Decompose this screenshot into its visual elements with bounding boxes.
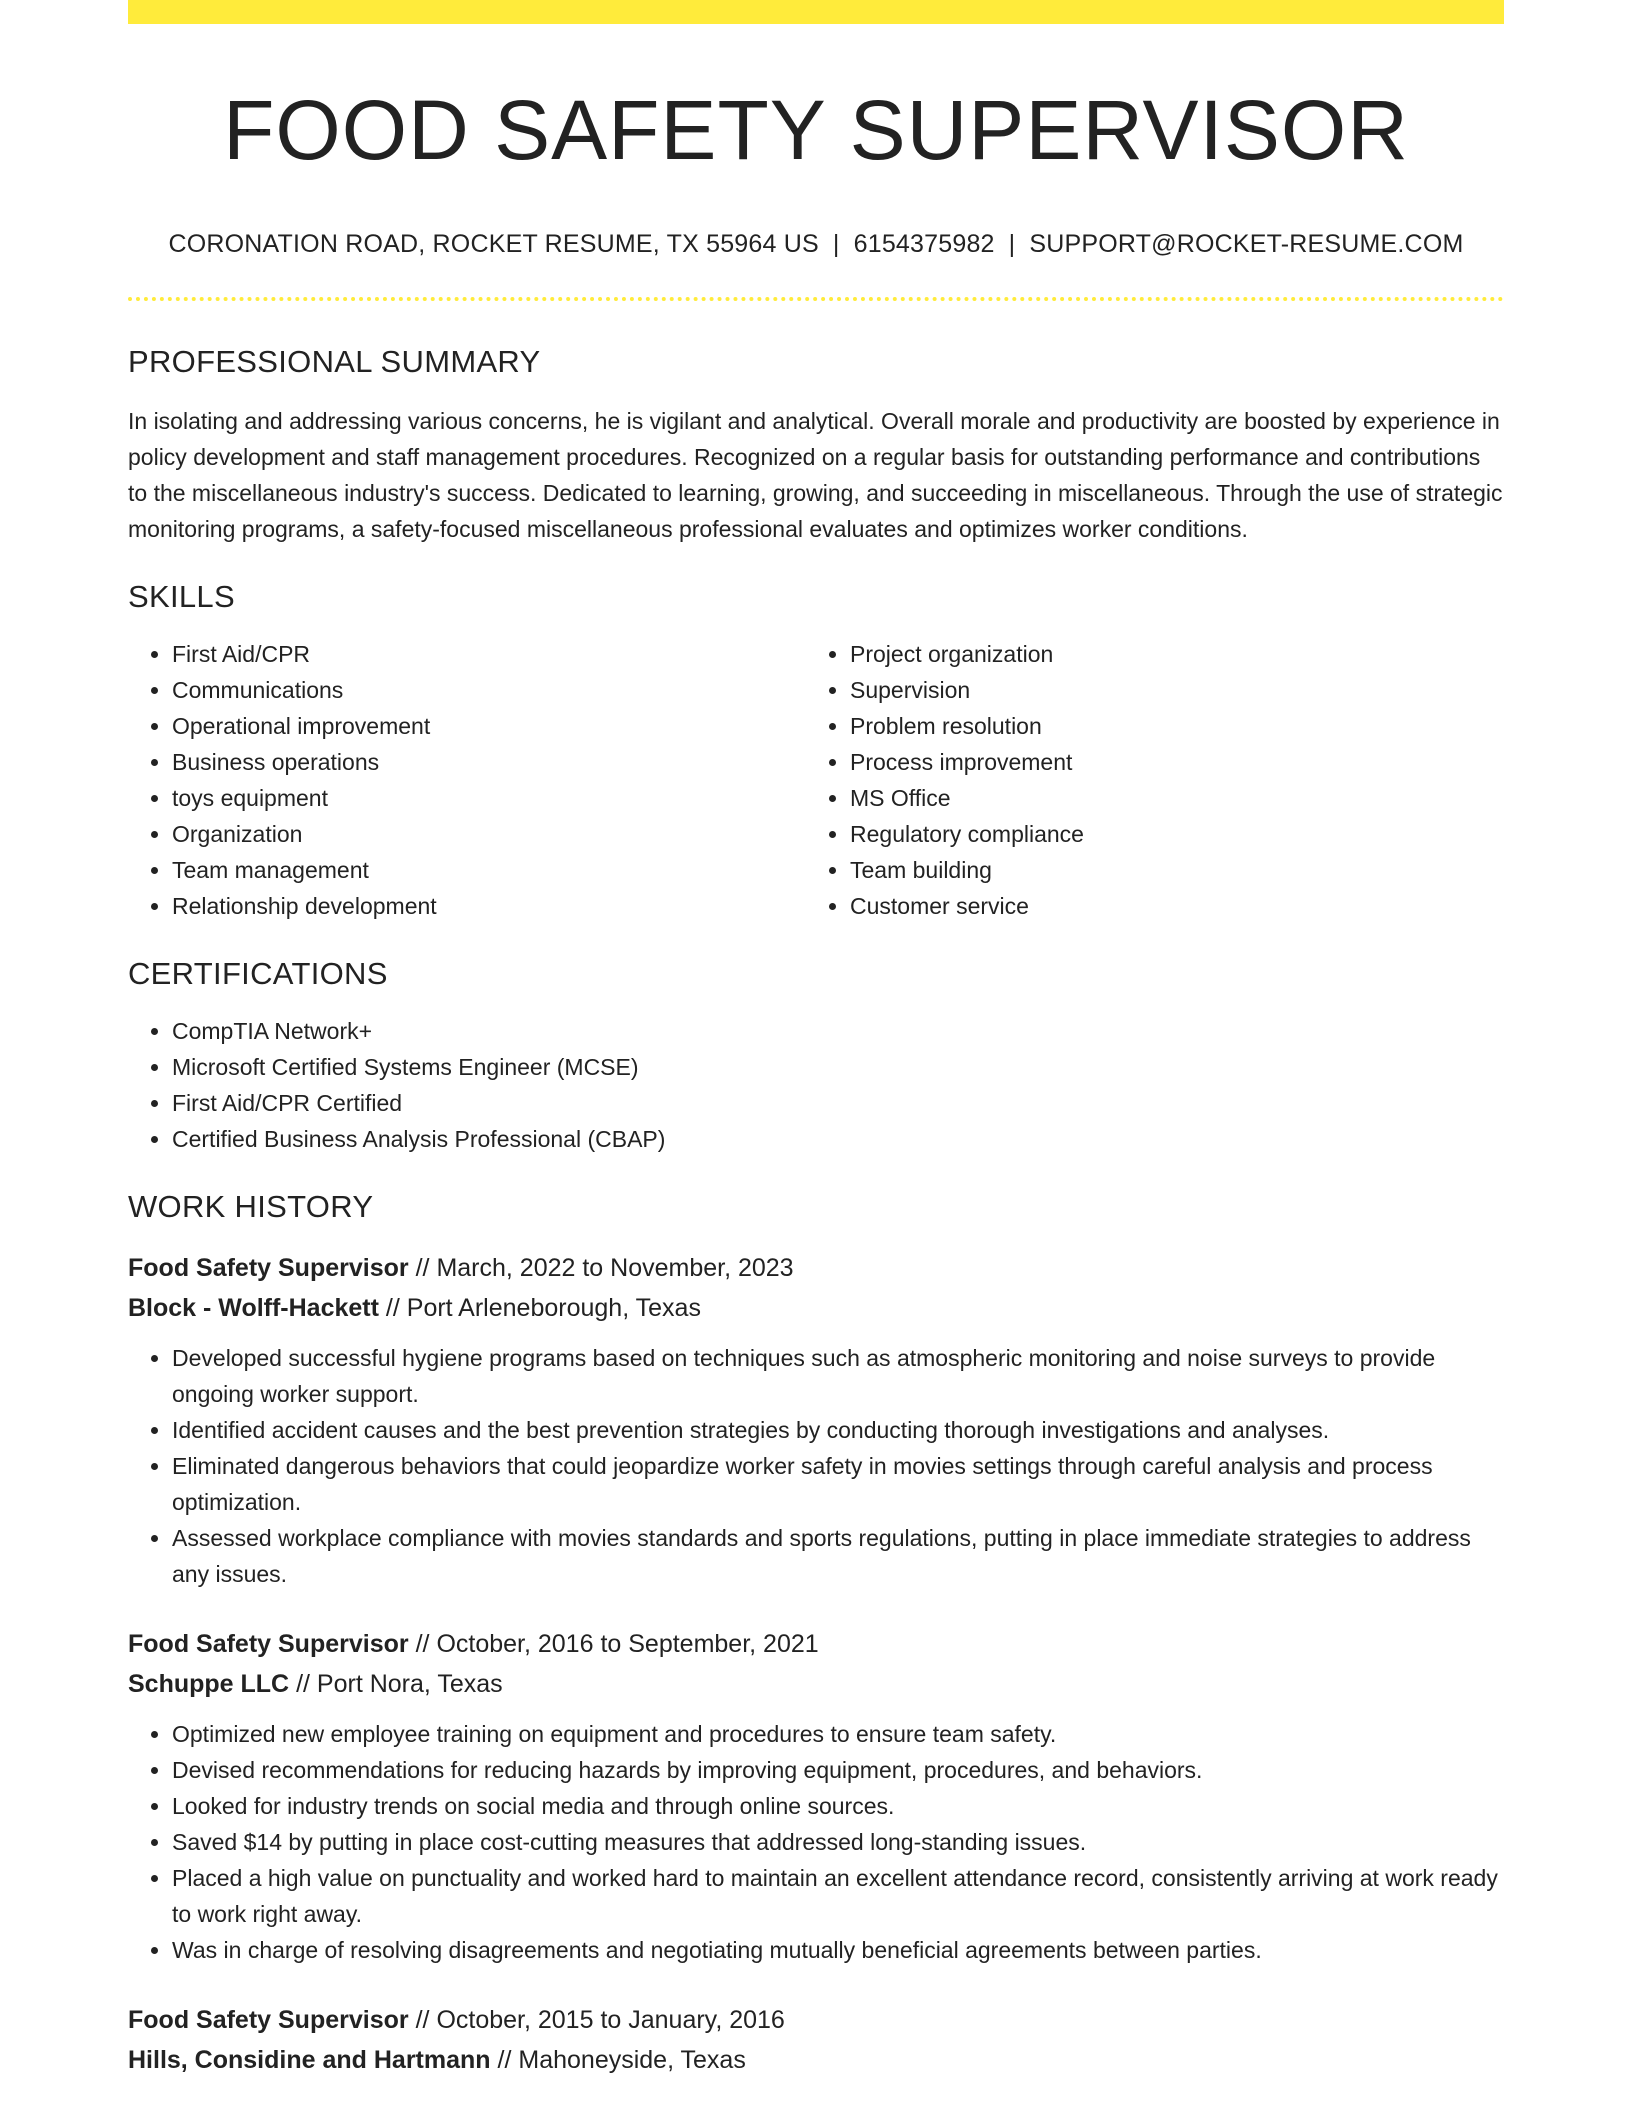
job-title-line (128, 1624, 1504, 1664)
job-bullet: • Saved $14 by putting in place cost-cutting measures that addressed long-standing issues. (172, 1824, 1504, 1860)
contact-separator: | (832, 230, 840, 258)
job-divider: // (415, 2006, 430, 2034)
job-divider: // (497, 2046, 512, 2074)
job-entry (128, 1248, 1504, 1592)
job-title-line (128, 1248, 1504, 1288)
skill-item: • Team building (850, 852, 1484, 888)
job-company-line (128, 2040, 1504, 2080)
summary-heading: PROFESSIONAL SUMMARY (128, 344, 541, 379)
contact-phone: 6154375982 (853, 230, 995, 258)
job-bullet: • Eliminated dangerous behaviors that could jeopardize worker safety in movies settings through careful analysis and process optimization. (172, 1448, 1504, 1520)
job-entry (128, 1624, 1504, 1968)
skills-column-left (128, 636, 806, 924)
job-company-line (128, 1664, 1504, 1704)
top-accent-bar (128, 0, 1504, 24)
skill-item: • Communications (172, 672, 806, 708)
work-history-heading: WORK HISTORY (128, 1189, 374, 1224)
job-role: Food Safety Supervisor (128, 2006, 409, 2034)
skill-item: • Process improvement (850, 744, 1484, 780)
contact-separator: | (1008, 230, 1016, 258)
certification-item: • Microsoft Certified Systems Engineer (MCSE) (172, 1049, 1504, 1085)
skill-item: • Supervision (850, 672, 1484, 708)
job-bullet: • Was in charge of resolving disagreements and negotiating mutually beneficial agreements between parties. (172, 1932, 1504, 1968)
job-divider: // (415, 1630, 430, 1658)
job-bullets (128, 1340, 1504, 1592)
dotted-divider (128, 297, 1504, 301)
job-location: Port Nora, Texas (316, 1670, 503, 1698)
job-bullet: • Assessed workplace compliance with movies standards and sports regulations, putting in place immediate strategies to address any issues. (172, 1520, 1504, 1592)
job-entry (128, 2000, 1504, 2080)
job-dates: October, 2015 to January, 2016 (436, 2006, 785, 2034)
job-dates: March, 2022 to November, 2023 (436, 1254, 794, 1282)
contact-address: CORONATION ROAD, ROCKET RESUME, TX 55964 US (168, 230, 819, 258)
certifications-list (128, 1013, 1504, 1157)
summary-text: In isolating and addressing various concerns, he is vigilant and analytical. Overall morale and productivity are boosted by experience in policy development and staff management procedures. Recognized on a regular basis for outstanding performance and contributions to the miscellaneous industry's success. Dedicated to learning, growing, and succeeding in miscellaneous. Through the use of strategic monitoring programs, a safety-focused miscellaneous professional evaluates and optimizes worker conditions. (128, 408, 1503, 542)
certifications-heading: CERTIFICATIONS (128, 956, 388, 991)
certification-item: • Certified Business Analysis Professional (CBAP) (172, 1121, 1504, 1157)
skill-item: • Team management (172, 852, 806, 888)
job-bullet: • Devised recommendations for reducing hazards by improving equipment, procedures, and behaviors. (172, 1752, 1504, 1788)
skill-item: • Project organization (850, 636, 1484, 672)
resume-name: FOOD SAFETY SUPERVISOR (223, 83, 1409, 177)
skills-heading: SKILLS (128, 579, 235, 614)
skill-item: • Customer service (850, 888, 1484, 924)
skill-item: • Organization (172, 816, 806, 852)
job-bullet: • Developed successful hygiene programs based on techniques such as atmospheric monitoring and noise surveys to provide ongoing worker support. (172, 1340, 1504, 1412)
skill-item: • Business operations (172, 744, 806, 780)
job-title-line (128, 2000, 1504, 2040)
job-company: Schuppe LLC (128, 1670, 290, 1698)
job-divider: // (415, 1254, 430, 1282)
job-role: Food Safety Supervisor (128, 1630, 409, 1658)
resume-page (128, 0, 1504, 2080)
job-company-line (128, 1288, 1504, 1328)
skill-item: • Problem resolution (850, 708, 1484, 744)
job-bullets (128, 1716, 1504, 1968)
certification-item: • CompTIA Network+ (172, 1013, 1504, 1049)
skills-column-right (806, 636, 1484, 924)
job-dates: October, 2016 to September, 2021 (436, 1630, 819, 1658)
certification-item: • First Aid/CPR Certified (172, 1085, 1504, 1121)
job-divider: // (296, 1670, 310, 1698)
job-bullet: • Placed a high value on punctuality and worked hard to maintain an excellent attendance record, consistently arriving at work ready to work right away. (172, 1860, 1504, 1932)
skill-item: • Regulatory compliance (850, 816, 1484, 852)
contact-line (128, 232, 1504, 257)
skill-item: • Operational improvement (172, 708, 806, 744)
job-company: Hills, Considine and Hartmann (128, 2046, 491, 2074)
job-location: Port Arleneborough, Texas (406, 1294, 701, 1322)
skills-list (128, 636, 1504, 924)
skill-item: • toys equipment (172, 780, 806, 816)
job-company: Block - Wolff-Hackett (128, 1294, 379, 1322)
job-location: Mahoneyside, Texas (518, 2046, 746, 2074)
job-bullet: • Optimized new employee training on equipment and procedures to ensure team safety. (172, 1716, 1504, 1752)
job-bullet: • Identified accident causes and the best prevention strategies by conducting thorough investigations and analyses. (172, 1412, 1504, 1448)
skill-item: • Relationship development (172, 888, 806, 924)
contact-email: SUPPORT@ROCKET-RESUME.COM (1029, 230, 1464, 258)
skill-item: • MS Office (850, 780, 1484, 816)
job-divider: // (385, 1294, 400, 1322)
skill-item: • First Aid/CPR (172, 636, 806, 672)
job-bullet: • Looked for industry trends on social media and through online sources. (172, 1788, 1504, 1824)
job-role: Food Safety Supervisor (128, 1254, 409, 1282)
